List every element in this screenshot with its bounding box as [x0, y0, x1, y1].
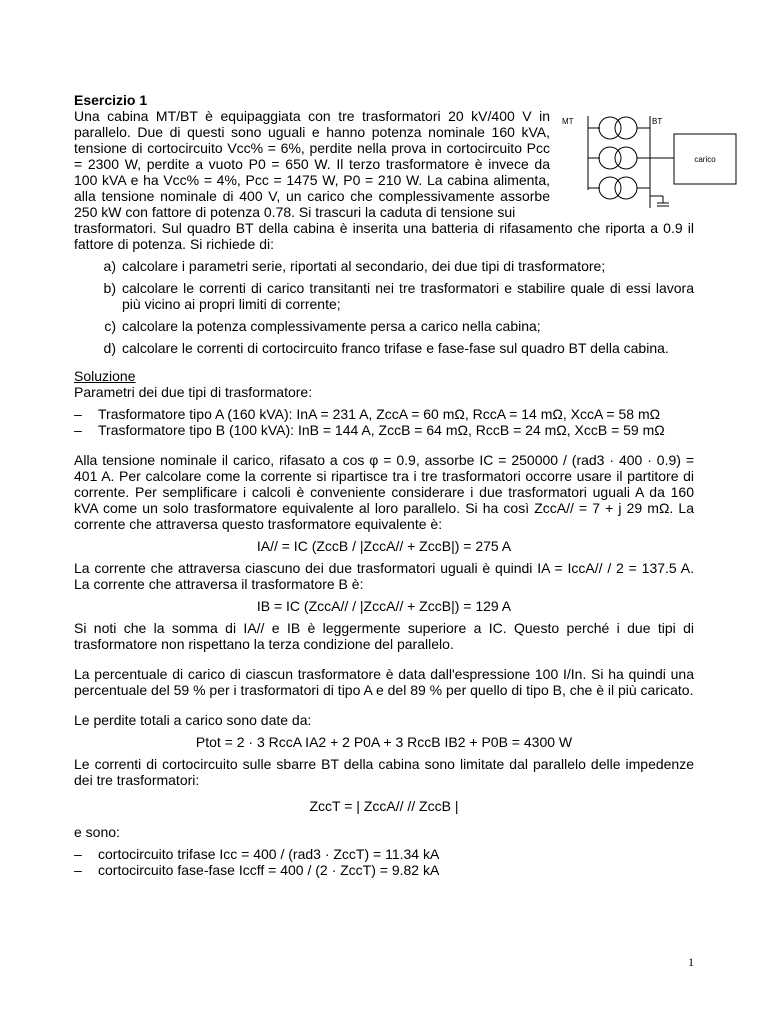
exercise-intro-part1: Una cabina MT/BT è equipaggiata con tre trasformatori 20 kV/400 V in parallelo. Due di questi sono uguali e hanno potenza nominale 160 kVA, tensione di cortocircuito Vcc% = 6%, perdite nella prova in cortocircuito Pcc = 2300 W, perdite a vuoto P0 = 650 W. Il terzo trasformatore è invece da 100 kVA e ha Vcc% = 4%, Pcc = 1475 W, P0 = 210 W. La cabina alimenta, alla tensione nominale di 400 V, un carico che complessivamente assorbe 250 kW con fattore di potenza 0.78. Si trascuri la caduta di tensione sui	[74, 108, 550, 220]
params-intro: Parametri dei due tipi di trasformatore:	[74, 384, 313, 400]
params-list	[74, 406, 694, 438]
solution-paragraph: Le correnti di cortocircuito sulle sbarre BT della cabina sono limitate dal parallelo delle impedenze dei tre trasformatori:	[74, 756, 694, 788]
param-item: – Trasformatore tipo A (160 kVA): InA = 231 A, ZccA = 60 mΩ, RccA = 14 mΩ, XccA = 58 mΩ	[74, 406, 694, 422]
page-number: 1	[688, 955, 694, 969]
equation: IA// = IC (ZccB / |ZccA// + ZccB|) = 275 A	[256, 538, 512, 554]
solution-paragraph: Le perdite totali a carico sono date da:	[74, 712, 312, 728]
task-item: b) calcolare le correnti di carico transitanti nei tre trasformatori e stabilire quale di essi lavora più vicino ai propri limiti di corrente;	[103, 280, 694, 312]
solution-paragraph: Si noti che la somma di IA// e IB è leggermente superiore a IC. Questo perché i due tipi di trasformatore non rispettano la terza condizione del parallelo.	[74, 620, 694, 652]
task-list	[74, 258, 694, 356]
exercise-intro-part2: trasformatori. Sul quadro BT della cabina è inserita una batteria di rifasamento che riporta a 0.9 il fattore di potenza. Si richiede di:	[74, 220, 694, 252]
task-item: d) calcolare le correnti di cortocircuito franco trifase e fase-fase sul quadro BT della cabina.	[103, 340, 669, 356]
exercise-title: Esercizio 1	[74, 92, 148, 108]
task-item: c) calcolare la potenza complessivamente persa a carico nella cabina;	[104, 318, 541, 334]
result-item: – cortocircuito fase-fase Iccff = 400 / (2 · ZccT) = 9.82 kA	[74, 862, 694, 878]
results-list	[74, 846, 694, 878]
solution-heading: Soluzione	[74, 368, 136, 384]
solution-paragraph: La percentuale di carico di ciascun trasformatore è data dall'espressione 100 I/In. Si ha quindi una percentuale del 59 % per i trasformatori di tipo A e del 89 % per quello di tipo B, che è il più caricato.	[74, 666, 694, 698]
param-item: – Trasformatore tipo B (100 kVA): InB = 144 A, ZccB = 64 mΩ, RccB = 24 mΩ, XccB = 59 mΩ	[74, 422, 694, 438]
equation: IB = IC (ZccA// / |ZccA// + ZccB|) = 129 A	[256, 598, 512, 614]
result-item: – cortocircuito trifase Icc = 400 / (rad3 · ZccT) = 11.34 kA	[74, 846, 694, 862]
task-item: a) calcolare i parametri serie, riportati al secondario, dei due tipi di trasformatore;	[103, 258, 606, 274]
mt-label: MT	[562, 117, 574, 126]
equation: Ptot = 2 · 3 RccA IA2 + 2 P0A + 3 RccB IB2 + P0B = 4300 W	[195, 734, 573, 750]
equation: ZccT = | ZccA// // ZccB |	[309, 798, 459, 814]
solution-paragraph: Alla tensione nominale il carico, rifasato a cos φ = 0.9, assorbe IC = 250000 / (rad3 · 400 · 0.9) = 401 A. Per calcolare come la corrente si ripartisce tra i tre trasformatori occorre usare il partitore di corrente. Per semplificare i calcoli è conveniente considerare i due trasformatori uguali A da 160 kVA come un solo trasformatore equivalente al loro parallelo. Si ha così ZccA// = 7 + j 29 mΩ. La corrente che attraversa questo trasformatore equivalente è:	[74, 452, 694, 532]
solution-paragraph: e sono:	[74, 824, 120, 840]
bt-label: BT	[652, 117, 663, 126]
solution-paragraph: La corrente che attraversa ciascuno dei due trasformatori uguali è quindi IA = IccA// / 2 = 137.5 A. La corrente che attraversa il trasformatore B è:	[74, 560, 694, 592]
document-body	[74, 92, 694, 878]
load-label: carico	[694, 155, 716, 164]
